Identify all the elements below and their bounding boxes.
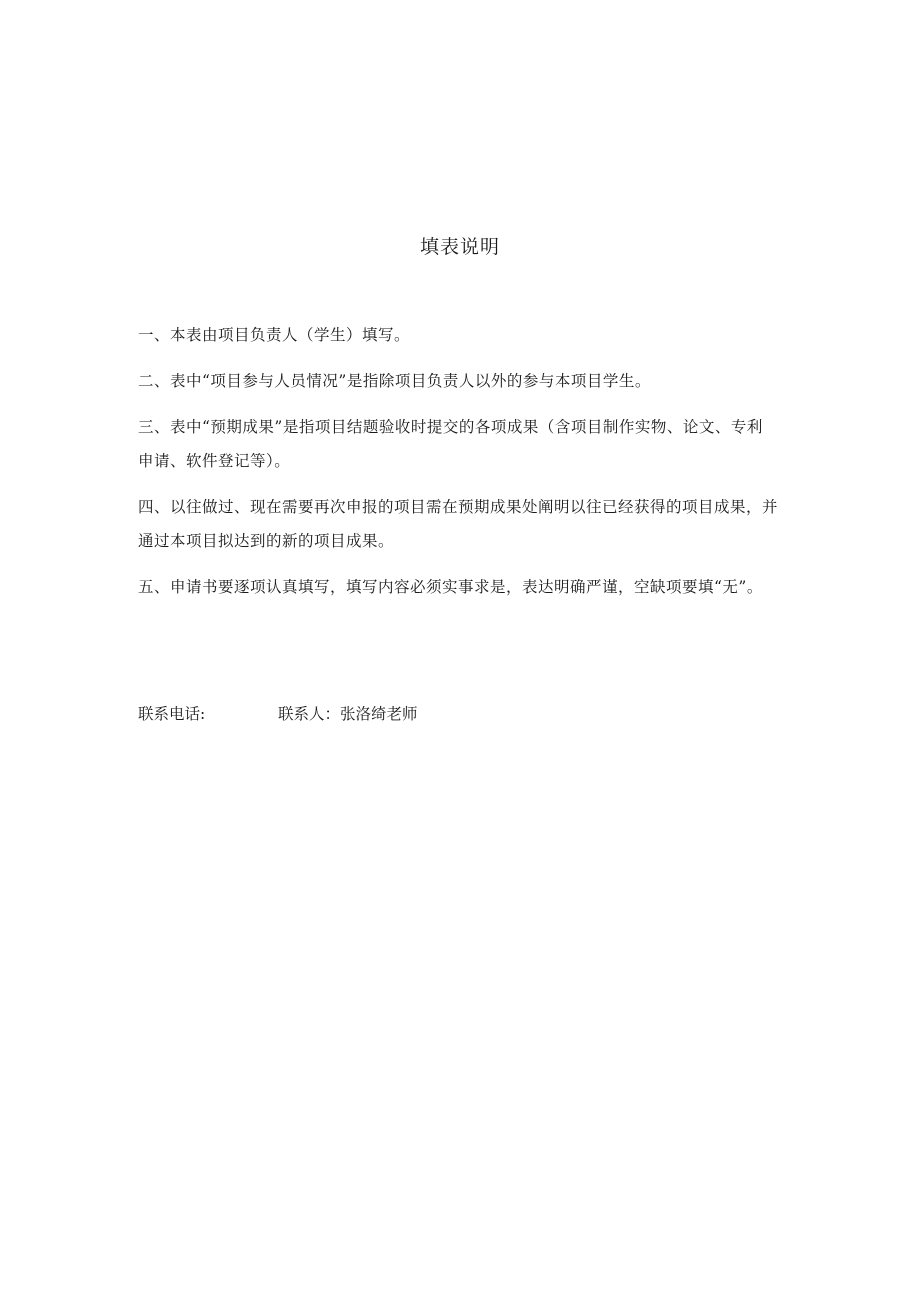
instruction-item-1: 一、本表由项目负责人（学生）填写。: [138, 326, 411, 344]
page-title: 填表说明: [419, 236, 500, 258]
contact-phone-label: 联系电话:: [138, 705, 206, 723]
instruction-item-5: 五、申请书要逐项认真填写，填写内容必须实事求是，表达明确严谨，空缺项要填“无”。: [138, 578, 763, 596]
contact-info: [138, 702, 418, 726]
instruction-item-4: 四、以往做过、现在需要再次申报的项目需在预期成果处阐明以往已经获得的项目成果，并通过本项目拟达到的新的项目成果。: [138, 498, 779, 550]
instruction-item-2: 二、表中“项目参与人员情况”是指除项目负责人以外的参与本项目学生。: [138, 372, 651, 390]
contact-person-label: 联系人：张洛绮老师: [278, 705, 418, 723]
instructions-list: [138, 318, 778, 616]
instruction-item-3: 三、表中“预期成果”是指项目结题验收时提交的各项成果（含项目制作实物、论文、专利申请、软件登记等）。: [138, 418, 763, 470]
